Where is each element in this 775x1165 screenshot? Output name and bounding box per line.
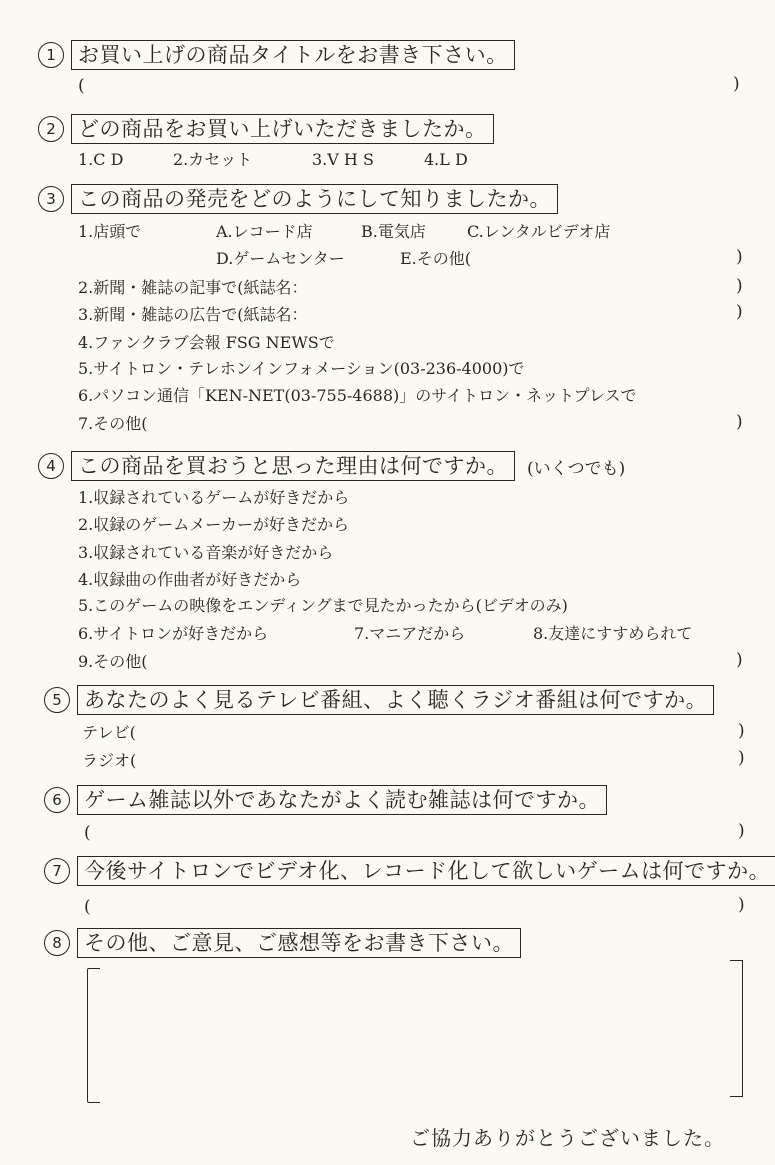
question-6-text: ゲーム雑誌以外であなたがよく読む雑誌は何ですか。 (77, 785, 607, 815)
q4-item[interactable]: 1.収録されているゲームが好きだから (78, 488, 350, 507)
q4-item[interactable]: 2.収録のゲームメーカーが好きだから (78, 515, 349, 534)
q4-paren-close: ) (736, 650, 743, 670)
q3-item-telephone-info[interactable]: 5.サイトロン・テレホンインフォメーション(03-236-4000)で (78, 359, 525, 378)
q3-paren-close: ) (736, 302, 743, 322)
comment-box-right-bracket[interactable] (730, 960, 743, 1097)
question-number: 7 (44, 858, 70, 884)
q3-item-fanclub[interactable]: 4.ファンクラブ会報 FSG NEWSで (78, 333, 335, 352)
q3-item-storefront[interactable]: 1.店頭で (78, 222, 142, 241)
question-4-text: この商品を買おうと思った理由は何ですか。 (71, 451, 515, 481)
q5-radio[interactable]: ラジオ( (82, 751, 137, 770)
q5-tv[interactable]: テレビ( (82, 723, 136, 742)
question-2-text: どの商品をお買い上げいただきましたか。 (71, 114, 494, 144)
q4-item[interactable]: 8.友達にすすめられて (533, 624, 693, 643)
question-8-text: その他、ご意見、ご感想等をお書き下さい。 (77, 928, 521, 958)
q6-answer-close: ) (738, 821, 745, 841)
q1-answer-close: ) (733, 74, 740, 94)
question-8-header (44, 928, 521, 958)
q3-item-game-center[interactable]: D.ゲームセンター (216, 249, 345, 268)
question-3-text: この商品の発売をどのようにして知りましたか。 (71, 184, 558, 214)
q3-item-news-ad[interactable]: 3.新聞・雑誌の広告で(紙誌名： (78, 305, 308, 324)
q2-option-cassette[interactable]: 2.カセット (173, 150, 253, 169)
q4-item[interactable]: 7.マニアだから (354, 624, 466, 643)
question-number: 5 (44, 687, 70, 713)
q3-item-electronics-store[interactable]: B.電気店 (361, 222, 426, 241)
question-1-header (38, 40, 515, 70)
comment-box-left-bracket[interactable] (87, 968, 100, 1103)
question-5-header (44, 685, 714, 715)
q4-item[interactable]: 3.収録されている音楽が好きだから (78, 543, 334, 562)
q3-paren-close: ) (736, 412, 743, 432)
question-number: 2 (38, 116, 64, 142)
q4-item[interactable]: 9.その他( (78, 652, 148, 671)
q2-option-vhs[interactable]: 3.V H S (312, 150, 374, 169)
q2-option-cd[interactable]: 1.C D (78, 150, 124, 169)
q1-answer-open[interactable]: ( (78, 76, 85, 96)
q3-item-other[interactable]: 7.その他( (78, 414, 148, 433)
q3-paren-close: ) (736, 276, 743, 296)
q7-answer-close: ) (738, 895, 745, 915)
q3-item-pc-network[interactable]: 6.パソコン通信「KEN-NET(03-755-4688)」のサイトロン・ネットプレスで (78, 386, 637, 405)
question-number: 1 (38, 42, 64, 68)
question-7-header (44, 856, 775, 886)
question-6-header (44, 785, 607, 815)
question-number: 3 (38, 186, 64, 212)
question-5-text: あなたのよく見るテレビ番組、よく聴くラジオ番組は何ですか。 (77, 685, 714, 715)
q5-paren-close: ) (738, 721, 745, 741)
q5-paren-close: ) (738, 748, 745, 768)
q4-item[interactable]: 5.このゲームの映像をエンディングまで見たかったから(ビデオのみ) (78, 596, 568, 615)
question-number: 4 (38, 453, 64, 479)
q6-answer-open[interactable]: ( (84, 823, 91, 843)
q3-item-other-store[interactable]: E.その他( (400, 249, 472, 268)
thank-you-message: ご協力ありがとうございました。 (410, 1126, 725, 1150)
q4-item[interactable]: 6.サイトロンが好きだから (78, 624, 269, 643)
question-2-header (38, 114, 494, 144)
question-3-header (38, 184, 558, 214)
q4-item[interactable]: 4.収録曲の作曲者が好きだから (78, 570, 302, 589)
q7-answer-open[interactable]: ( (84, 897, 91, 917)
q3-item-news-article[interactable]: 2.新聞・雑誌の記事で(紙誌名： (78, 278, 308, 297)
question-7-text: 今後サイトロンでビデオ化、レコード化して欲しいゲームは何ですか。 (77, 856, 775, 886)
question-number: 8 (44, 930, 70, 956)
question-1-text: お買い上げの商品タイトルをお書き下さい。 (71, 40, 515, 70)
q3-item-rental-video[interactable]: C.レンタルビデオ店 (467, 222, 611, 241)
q3-paren-close: ) (736, 247, 743, 267)
question-4-header (38, 451, 625, 481)
q2-option-ld[interactable]: 4.L D (424, 150, 468, 169)
question-4-note: (いくつでも) (527, 458, 626, 479)
q3-item-record-store[interactable]: A.レコード店 (216, 222, 313, 241)
question-number: 6 (44, 787, 70, 813)
